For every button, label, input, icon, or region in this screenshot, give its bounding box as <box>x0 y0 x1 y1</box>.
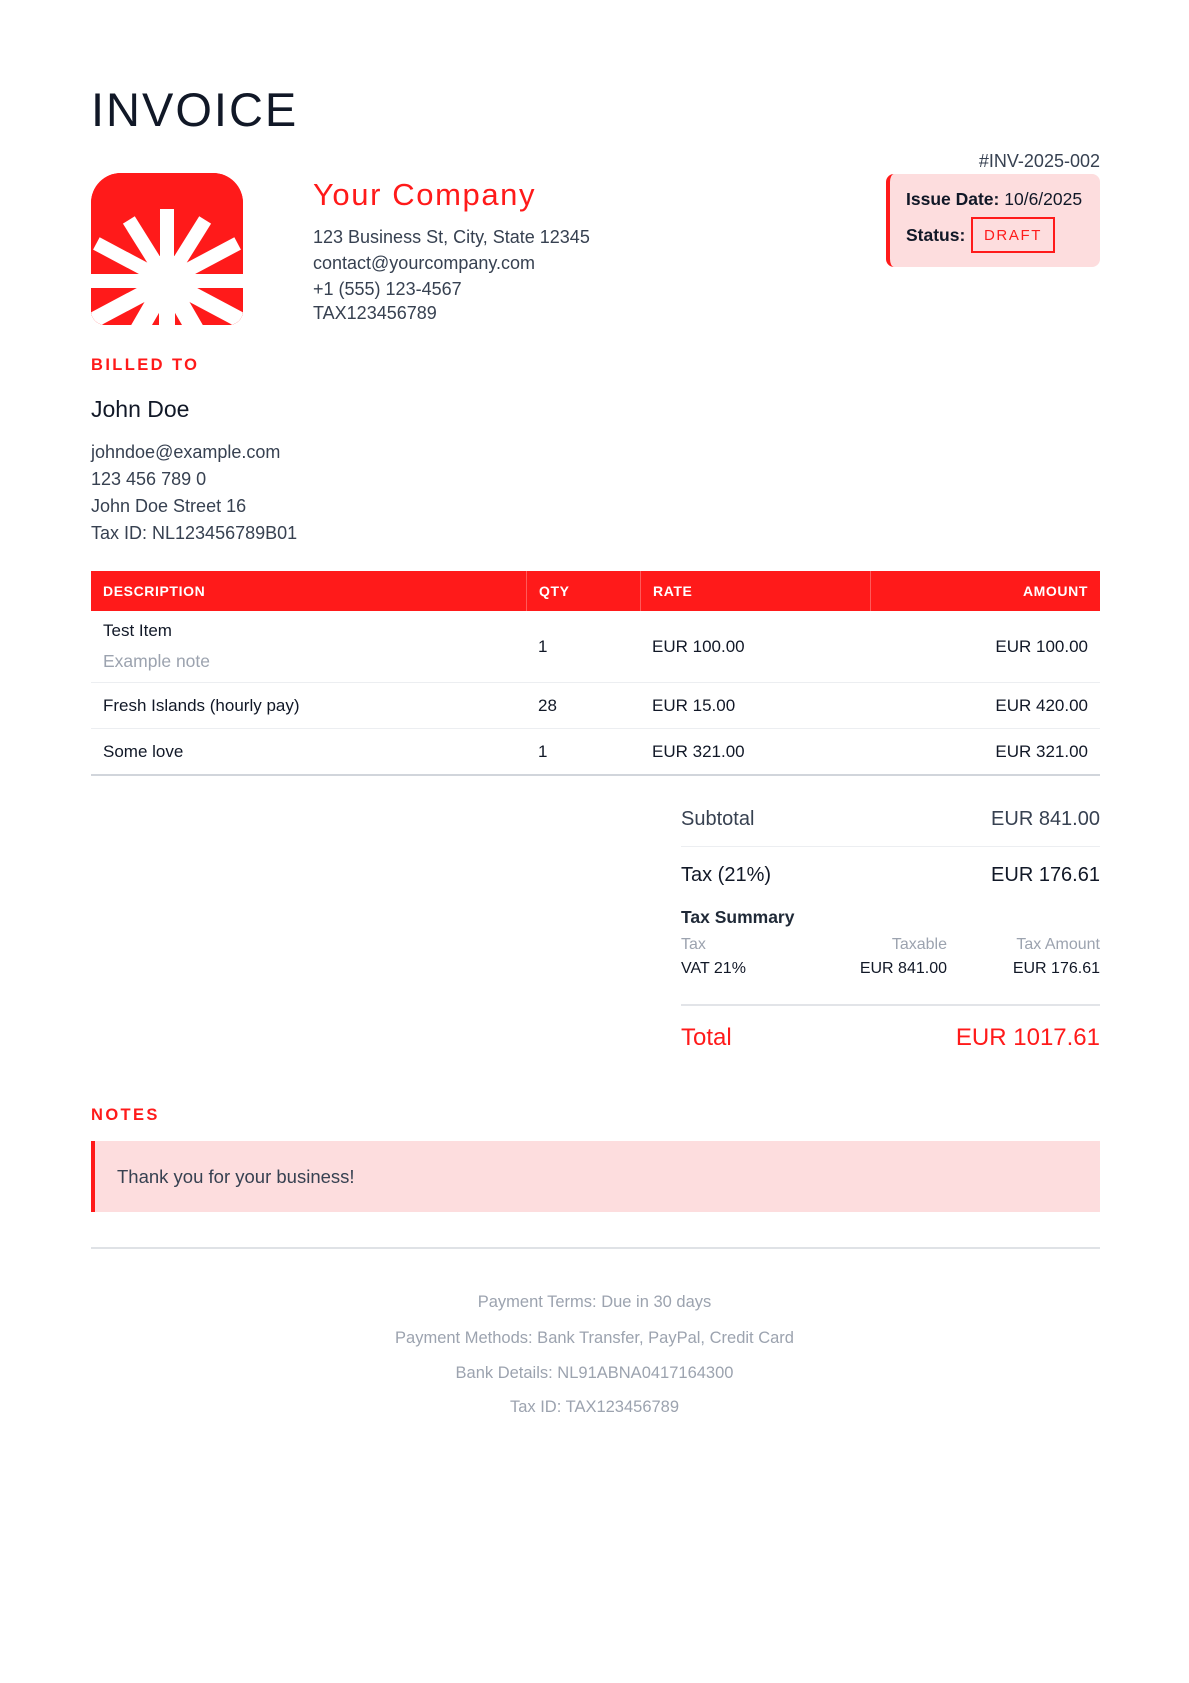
billed-to-label: BILLED TO <box>91 356 200 374</box>
tax-row <box>681 847 1100 887</box>
item-rate: EUR 15.00 <box>652 695 736 715</box>
header-description: DESCRIPTION <box>103 583 206 599</box>
item-description-cell <box>91 683 526 728</box>
client-phone: 123 456 789 0 <box>91 469 207 489</box>
footer-tax-id: Tax ID: TAX123456789 <box>509 1398 680 1416</box>
tax-label: Tax (21%) <box>681 864 772 886</box>
item-amount: EUR 420.00 <box>995 695 1088 715</box>
tax-value: EUR 176.61 <box>991 864 1100 886</box>
totals-section <box>681 800 1100 1052</box>
total-row <box>681 1024 1100 1052</box>
subtotal-value: EUR 841.00 <box>991 808 1100 830</box>
tax-summary-table <box>681 936 1100 978</box>
invoice-number: #INV-2025-002 <box>978 151 1100 171</box>
item-description: Fresh Islands (hourly pay) <box>103 695 300 715</box>
totals-divider <box>681 1004 1100 1006</box>
item-description-cell <box>91 611 526 682</box>
tax-summary-header-tax-amount: Tax Amount <box>1016 936 1100 953</box>
tax-summary-header-taxable: Taxable <box>891 936 947 953</box>
item-amount: EUR 321.00 <box>995 741 1088 761</box>
header-rate: RATE <box>640 571 870 611</box>
item-qty: 28 <box>538 695 557 715</box>
company-tax-id: TAX123456789 <box>313 303 437 323</box>
issue-date-row <box>906 188 1082 210</box>
company-email: contact@yourcompany.com <box>313 253 536 273</box>
status-label: Status: <box>906 225 966 245</box>
table-row <box>91 683 1100 729</box>
item-note: Example note <box>103 651 211 671</box>
notes-text: Thank you for your business! <box>117 1165 355 1187</box>
sunburst-logo-icon <box>91 173 243 325</box>
table-row <box>91 729 1100 776</box>
header-qty: QTY <box>526 571 640 611</box>
client-name: John Doe <box>91 396 190 422</box>
client-email: johndoe@example.com <box>91 442 281 462</box>
subtotal-label: Subtotal <box>681 808 755 830</box>
item-description-cell <box>91 729 526 774</box>
table-header <box>91 571 1100 611</box>
invoice-meta-box <box>886 174 1100 267</box>
header-amount: AMOUNT <box>870 571 1100 611</box>
item-rate: EUR 100.00 <box>652 636 745 656</box>
notes-label: NOTES <box>91 1106 160 1124</box>
item-qty: 1 <box>538 741 548 761</box>
issue-date-value: 10/6/2025 <box>1004 189 1083 209</box>
footer-divider <box>91 1247 1100 1249</box>
tax-summary-tax: VAT 21% <box>681 960 746 977</box>
tax-summary-tax-amount: EUR 176.61 <box>1012 960 1100 977</box>
company-address: 123 Business St, City, State 12345 <box>313 227 590 247</box>
invoice-title: INVOICE <box>91 83 299 136</box>
notes-box <box>91 1141 1100 1212</box>
item-description: Test Item <box>103 621 172 640</box>
footer-bank-details: Bank Details: NL91ABNA0417164300 <box>455 1364 734 1382</box>
client-tax-id: Tax ID: NL123456789B01 <box>91 523 298 543</box>
total-value: EUR 1017.61 <box>955 1024 1100 1051</box>
item-description: Some love <box>103 741 184 761</box>
status-badge: DRAFT <box>971 217 1055 253</box>
item-rate: EUR 321.00 <box>652 741 745 761</box>
line-items-table <box>91 571 1100 776</box>
status-row <box>906 224 965 246</box>
company-logo <box>91 173 243 325</box>
table-row <box>91 611 1100 683</box>
issue-date-label: Issue Date: <box>906 189 1000 209</box>
footer-payment-methods: Payment Methods: Bank Transfer, PayPal, Credit Card <box>395 1329 794 1347</box>
footer-payment-terms: Payment Terms: Due in 30 days <box>477 1293 712 1311</box>
tax-summary-header-tax: Tax <box>681 936 706 953</box>
subtotal-row <box>681 800 1100 847</box>
client-address: John Doe Street 16 <box>91 496 247 516</box>
company-phone: +1 (555) 123-4567 <box>313 279 462 299</box>
total-label: Total <box>681 1024 732 1051</box>
company-name: Your Company <box>313 177 537 212</box>
item-amount: EUR 100.00 <box>995 636 1088 656</box>
tax-summary-taxable: EUR 841.00 <box>859 960 947 977</box>
item-qty: 1 <box>538 636 548 656</box>
tax-summary-title: Tax Summary <box>681 907 795 927</box>
